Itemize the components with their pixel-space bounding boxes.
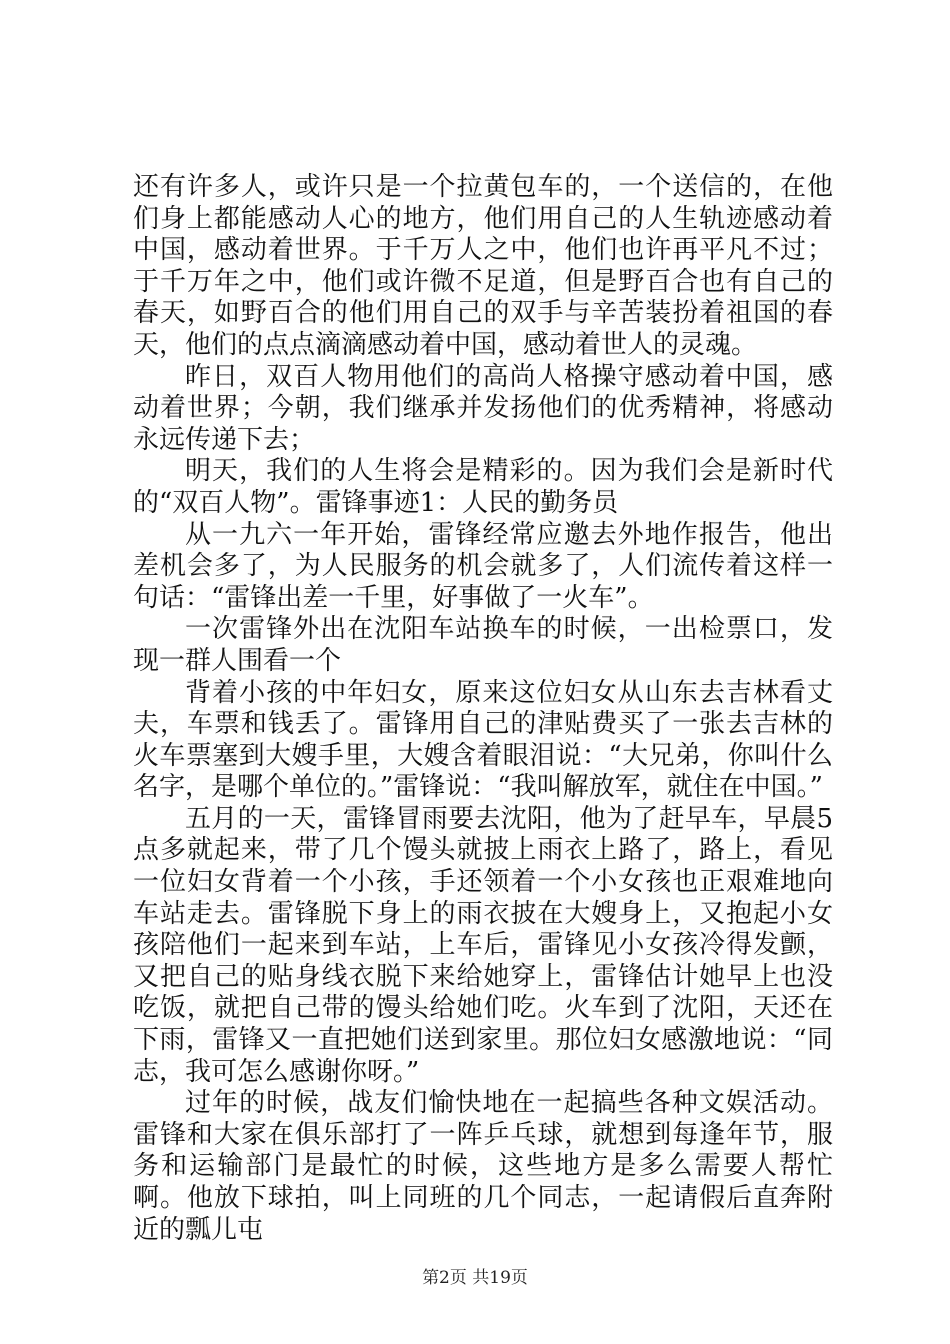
paragraph: 一次雷锋外出在沈阳车站换车的时候，一出检票口，发现一群人围看一个	[133, 614, 833, 676]
paragraph: 还有许多人，或许只是一个拉黄包车的，一个送信的，在他们身上都能感动人心的地方，他们用自己的人生轨迹感动着中国，感动着世界。于千万人之中，他们也许再平凡不过；于千万年之中，他们或许微不足道，但是野百合也有自己的春天，如野百合的他们用自己的双手与辛苦装扮着祖国的春天，他们的点点滴滴感动着中国，感动着世人的灵魂。	[133, 172, 833, 360]
paragraph: 昨日，双百人物用他们的高尚人格操守感动着中国，感动着世界；今朝，我们继承并发扬他们的优秀精神，将感动永远传递下去；	[133, 361, 833, 455]
paragraph: 明天，我们的人生将会是精彩的。因为我们会是新时代的“双百人物”。雷锋事迹1：人民的勤务员	[133, 456, 833, 518]
paragraph: 过年的时候，战友们愉快地在一起搞些各种文娱活动。雷锋和大家在俱乐部打了一阵乒乓球，就想到每逢年节，服务和运输部门是最忙的时候，这些地方是多么需要人帮忙啊。他放下球拍，叫上同班的几个同志，一起请假后直奔附近的瓢儿屯	[133, 1088, 833, 1245]
paragraph: 背着小孩的中年妇女，原来这位妇女从山东去吉林看丈夫，车票和钱丢了。雷锋用自己的津贴费买了一张去吉林的火车票塞到大嫂手里，大嫂含着眼泪说：“大兄弟，你叫什么名字，是哪个单位的。”雷锋说：“我叫解放军，就住在中国。”	[133, 677, 833, 803]
paragraph: 从一九六一年开始，雷锋经常应邀去外地作报告，他出差机会多了，为人民服务的机会就多了，人们流传着这样一句话：“雷锋出差一千里，好事做了一火车”。	[133, 519, 833, 613]
body-text	[133, 172, 833, 1246]
page-number-footer: 第2页 共19页	[422, 1268, 528, 1288]
paragraph: 五月的一天，雷锋冒雨要去沈阳，他为了赶早车，早晨5点多就起来，带了几个馒头就披上雨衣上路了，路上，看见一位妇女背着一个小孩，手还领着一个小女孩也正艰难地向车站走去。雷锋脱下身上的雨衣披在大嫂身上，又抱起小女孩陪他们一起来到车站，上车后，雷锋见小女孩冷得发颤，又把自己的贴身线衣脱下来给她穿上，雷锋估计她早上也没吃饭，就把自己带的馒头给她们吃。火车到了沈阳，天还在下雨，雷锋又一直把她们送到家里。那位妇女感激地说：“同志，我可怎么感谢你呀。”	[133, 803, 833, 1087]
